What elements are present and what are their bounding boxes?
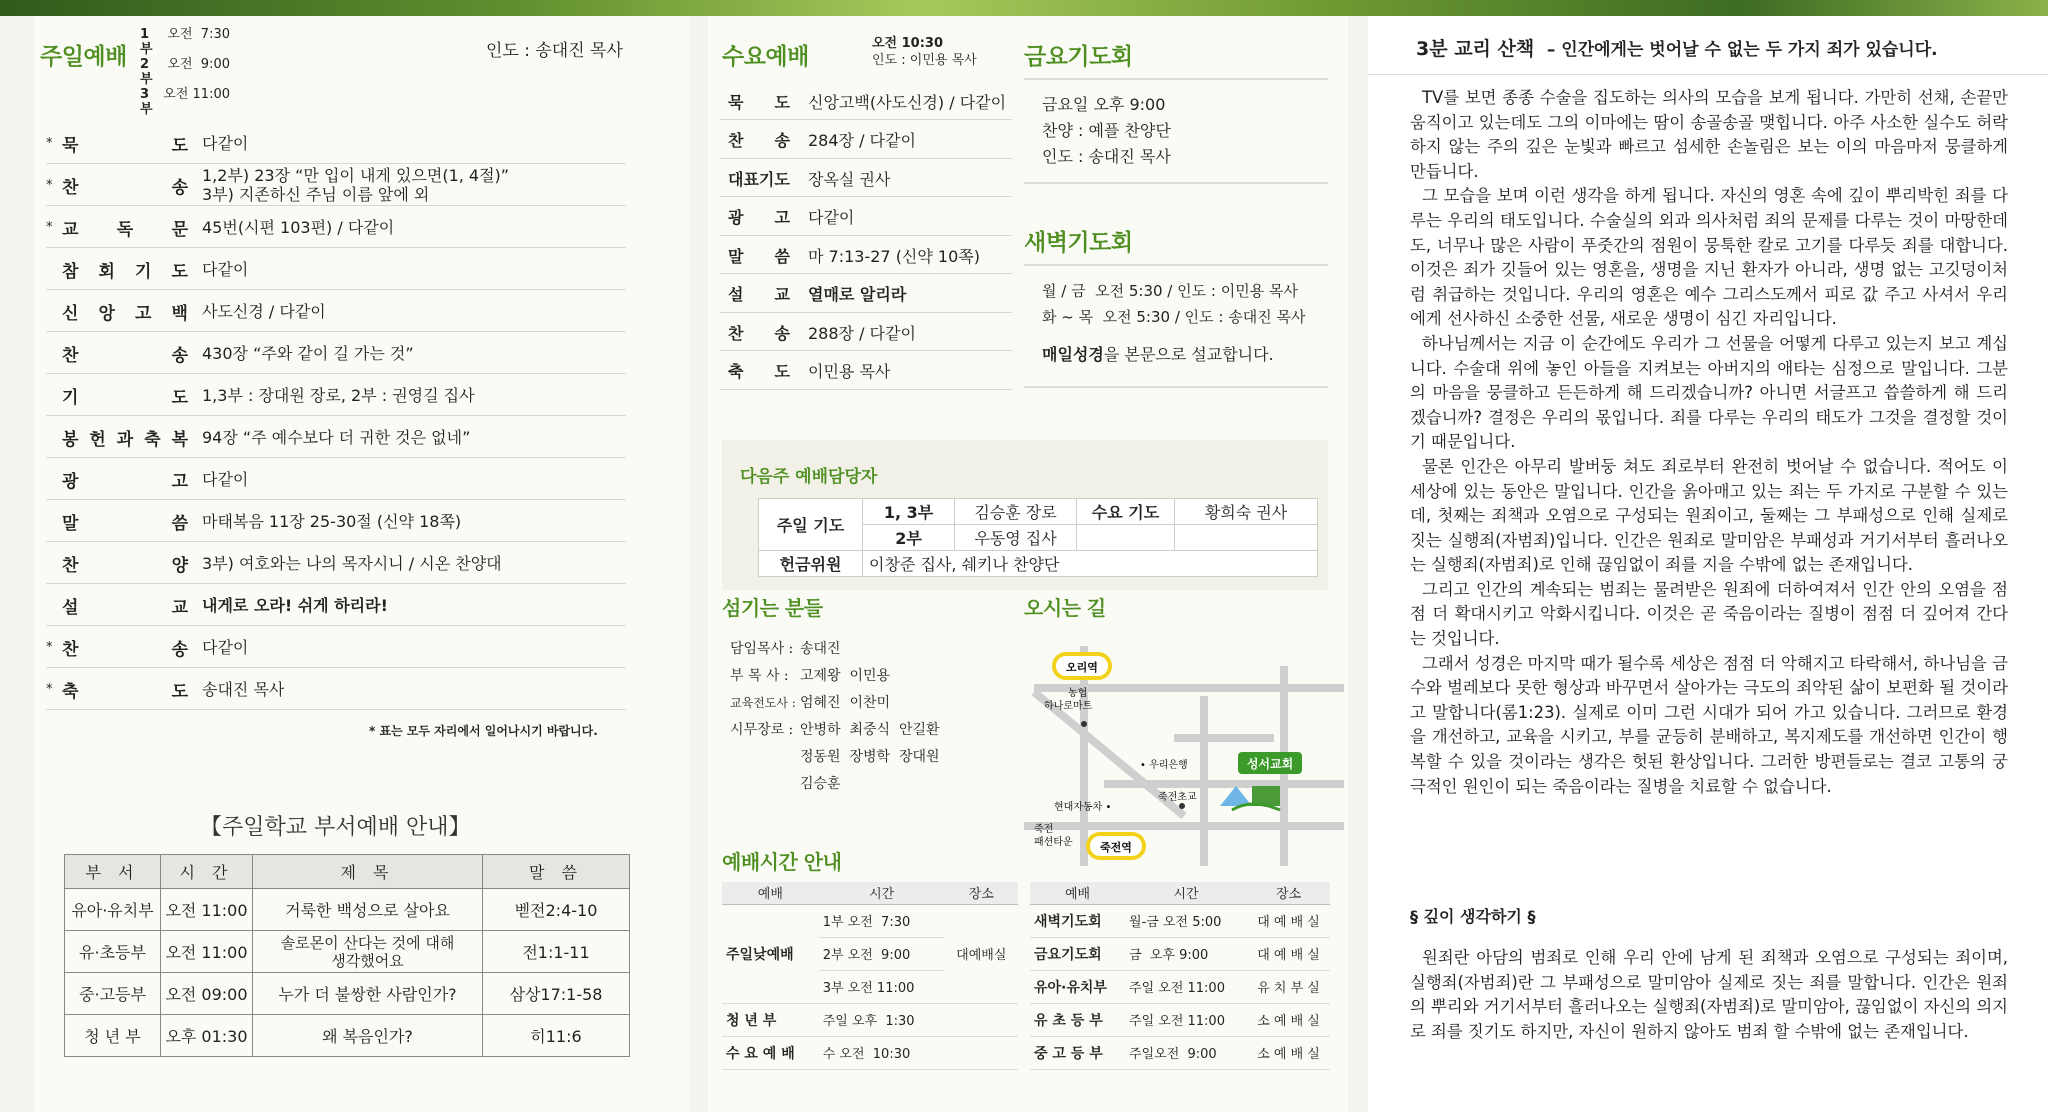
wed-prayer-name: 황희숙 권사 (1175, 499, 1318, 525)
verse-cell: 벧전2:4-10 (483, 889, 630, 931)
topic-cell: 솔로몬이 산다는 것에 대해 생각했어요 (253, 931, 483, 973)
order-label: 기 도 (62, 387, 188, 408)
friday-box (1024, 78, 1328, 184)
map-station-jukjeon (1088, 834, 1144, 858)
part-label: 1, 3부 (863, 499, 955, 525)
wed-order-row (720, 352, 1012, 390)
friday-title: 금요기도회 (1024, 44, 1133, 70)
order-value: 다같이 (202, 259, 249, 279)
service-part: 3부 (140, 87, 153, 117)
sunday-leader: 인도 : 송대진 목사 (486, 41, 623, 61)
sunday-place: 대예배실 (945, 904, 1018, 1003)
map-label-hyundai: 현대자동차 • (1054, 802, 1112, 813)
friday-line: 금요일 오후 9:00 (1042, 95, 1166, 114)
service-time: 월-금 오전 5:00 (1125, 904, 1247, 937)
servant-row (730, 690, 1000, 717)
col-header: 부 서 (65, 855, 161, 889)
wednesday-leader: 인도 : 이민용 목사 (872, 53, 977, 68)
service-time: 오전 11:00 (163, 87, 230, 102)
table-row (65, 973, 630, 1015)
midweek-panel (708, 16, 1348, 1112)
order-row (46, 164, 626, 206)
verse-cell: 히11:6 (483, 1015, 630, 1057)
dawn-note (1042, 342, 1328, 368)
required-star: * (46, 177, 53, 193)
order-row (46, 668, 626, 710)
table-row (65, 889, 630, 931)
wednesday-title: 수요예배 (722, 44, 809, 70)
dept-cell: 유·초등부 (65, 931, 161, 973)
times-title: 예배시간 안내 (722, 850, 842, 874)
dawn-line: 월 / 금 오전 5:30 / 인도 : 이민용 목사 (1042, 282, 1298, 300)
service-time: 주일 오전 11:00 (1125, 970, 1247, 1003)
order-label: 축 도 (62, 681, 188, 702)
dept-cell: 유아·유치부 (65, 889, 161, 931)
servant-role (730, 744, 800, 771)
order-label: 참 회 기 도 (62, 261, 188, 282)
servant-role: 담임목사 : (730, 641, 794, 657)
map-label-school: 죽전초교 (1158, 792, 1197, 803)
order-label: 찬 양 (62, 555, 188, 576)
doctrine-title: 3분 교리 산책 (1416, 38, 1535, 60)
wed-order-row (720, 275, 1012, 313)
wed-order-value: 이민용 목사 (808, 362, 891, 381)
essay-paragraph: 그래서 성경은 마지막 때가 될수록 세상은 점점 더 악해지고 타락해서, 하나님을 금수와 벌레보다 못한 형상과 바꾸면서 살아가는 극도의 죄악된 삶이 보편화 될 것이라고 말합니다(롬1:23). 실제로 이미 그런 시대가 되어 가고 있습니다. 그러므로 환경을 개선하고, 교육을 시키고, 부를 균등히 분배하고, 복지제도를 개선하면 인간이 행복할 수 있을 것이라는 생각은 헛된 환상입니다. 그러한 방편들로는 결코 고통의 궁극적인 원인이 되는 죽음이라는 질병을 치료할 수 없습니다. (1410, 653, 2008, 796)
wed-order-row (720, 198, 1012, 236)
servant-row (730, 717, 1000, 744)
essay-paragraph: 그리고 인간의 계속되는 범죄는 물려받은 원죄에 더하여져서 인간 안의 오염을 점점 더 확대시키고 악화시킵니다. 이것은 곧 죽음이라는 질병이 점점 더 깊어져 간다는 것입니다. (1410, 579, 2008, 649)
service-time: 주일 오후 1:30 (819, 1003, 945, 1036)
order-value: 1,3부 : 장대원 장로, 2부 : 권영길 집사 (202, 385, 475, 405)
time-cell: 오전 11:00 (161, 931, 253, 973)
service-part: 1부 (140, 27, 153, 57)
order-row (46, 332, 626, 374)
offering-names: 이창준 집사, 쉐키나 찬양단 (863, 551, 1318, 577)
time-cell: 오후 01:30 (161, 1015, 253, 1057)
service-label: 새벽기도회 (1030, 904, 1125, 937)
required-star: * (46, 639, 53, 655)
think-text: 원죄란 아담의 범죄로 인해 우리 안에 남게 된 죄책과 오염으로 구성되는 죄이며, 실행죄(자범죄)란 그 부패성으로 말미암아 실제로 짓는 죄를 말합니다. 인간은 원죄의 뿌리와 거기서부터 흘러나오는 실행죄(자범죄)로 말미암아, 끊임없이 자신의 의지로 죄를 짓기도 하지만, 자신이 원하지 않아도 범죄 할 수밖에 없는 존재입니다. (1410, 948, 2009, 1041)
required-star (46, 416, 60, 458)
servants-list (730, 636, 1000, 798)
essay-paragraph: 그 모습을 보며 이런 생각을 하게 됩니다. 자신의 영혼 속에 깊이 뿌리박힌 죄를 다루는 우리의 태도입니다. 수술실의 외과 의사처럼 죄의 문제를 다루는 것이 마땅한데도, 너무나 많은 사람이 푸줏간의 점원이 뭉툭한 칼로 고기를 다루듯 죄를 대합니다. 이것은 죄가 깃들어 있는 영혼을, 생명을 지닌 환자가 아니라, 생명 없는 고깃덩이처럼 취급하는 것입니다. 우리의 영혼은 예수 그리스도께서 피로 값 주고 사셔서 우리에게 선사하신 소중한 선물, 새로운 생명이 심긴 자리입니다. (1410, 186, 2008, 329)
servant-row (730, 636, 1000, 663)
wed-order-value: 마 7:13-27 (신약 10쪽) (808, 246, 980, 266)
wed-order-label: 대표기도 (728, 169, 790, 189)
wed-order-label: 광 고 (728, 208, 790, 227)
col-header: 시 간 (161, 855, 253, 889)
servant-role: 교육전도사 : (730, 696, 796, 710)
order-value: 마태복음 11장 25-30절 (신약 18쪽) (202, 511, 462, 531)
service-time: 오전 9:00 (167, 57, 230, 72)
topic-cell: 거룩한 백성으로 살아요 (253, 889, 483, 931)
order-row (46, 248, 626, 290)
required-star (46, 248, 60, 290)
times-table-left (722, 882, 1018, 1070)
map-dot (1179, 803, 1185, 809)
service-label: 중 고 등 부 (1030, 1036, 1125, 1069)
servant-names: 김승훈 (800, 776, 841, 792)
next-week-title: 다음주 예배담당자 (740, 467, 878, 487)
order-label: 교 독 문 (62, 219, 188, 240)
required-star (46, 584, 60, 626)
service-place: 대 예 배 실 (1247, 937, 1330, 970)
map-label-nonghyup: 농협 (1068, 688, 1088, 699)
offering-label: 헌금위원 (759, 551, 863, 577)
col-header: 예배 (1030, 882, 1125, 904)
required-star (46, 542, 60, 584)
service-time: 주일오전 9:00 (1125, 1036, 1247, 1069)
order-row (46, 290, 626, 332)
doctrine-divider (1368, 74, 2048, 75)
sunday-panel (34, 16, 689, 1112)
directions-map (1024, 626, 1344, 872)
service-label: 유 초 등 부 (1030, 1003, 1125, 1036)
servant-names: 고제왕 이민용 (800, 668, 891, 684)
prayer-label: 주일 기도 (759, 499, 863, 551)
think-title: § 깊이 생각하기 § (1410, 907, 1536, 926)
jukjeon-station-label: 죽전역 (1100, 841, 1132, 854)
wed-order-value: 288장 / 다같이 (808, 323, 916, 343)
required-star: * (46, 135, 53, 151)
service-part: 2부 (140, 57, 153, 87)
next-week-table (758, 498, 1318, 577)
order-value: 1,2부) 23장 “만 입이 내게 있으면(1, 4절)” 3부) 지존하신 주님 이름 앞에 외 (202, 166, 510, 204)
order-label: 봉 헌 과 축 복 (62, 429, 188, 450)
sunday-title: 주일예배 (40, 44, 127, 70)
order-row (46, 626, 626, 668)
sunday-school-title: 【주일학교 부서예배 안내】 (200, 815, 471, 840)
col-header: 시간 (819, 882, 945, 904)
time-cell: 오전 09:00 (161, 973, 253, 1015)
doctrine-subtitle: – 인간에게는 벗어날 수 없는 두 가지 죄가 있습니다. (1546, 40, 1938, 60)
wed-order-value: 열매로 알리라 (808, 285, 907, 304)
wed-order-value: 신앙고백(사도신경) / 다같이 (808, 92, 1007, 112)
col-header: 장소 (945, 882, 1018, 904)
wednesday-time: 오전 10:30 (872, 36, 944, 51)
required-star (46, 290, 60, 332)
map-station-oriyeok (1054, 654, 1110, 678)
order-value: 다같이 (202, 133, 249, 153)
wed-order-row (720, 159, 1012, 197)
service-place: 유 치 부 실 (1247, 970, 1330, 1003)
wed-prayer-label: 수요 기도 (1077, 499, 1175, 525)
friday-line: 찬양 : 예플 찬양단 (1042, 121, 1171, 140)
verse-cell: 전1:1-11 (483, 931, 630, 973)
order-label: 찬 송 (62, 639, 188, 660)
wed-order-label: 찬 송 (728, 323, 790, 343)
servant-names: 안병하 최중식 안길환 (800, 722, 940, 738)
servant-role: 부 목 사 : (730, 668, 789, 684)
directions-title: 오시는 길 (1024, 596, 1106, 620)
order-value: 다같이 (202, 469, 249, 489)
dawn-box (1024, 264, 1328, 388)
required-star (46, 332, 60, 374)
servant-names: 송대진 (800, 641, 841, 657)
service-place: 대 예 배 실 (1247, 904, 1330, 937)
dawn-note-rest: 을 본문으로 설교합니다. (1103, 345, 1274, 364)
service-label: 금요기도회 (1030, 937, 1125, 970)
col-header: 말 씀 (483, 855, 630, 889)
table-row (65, 1015, 630, 1057)
doctrine-panel (1368, 16, 2048, 1112)
order-value: 사도신경 / 다같이 (202, 301, 326, 321)
doctrine-essay (1410, 86, 2008, 799)
part-name: 김승훈 장로 (955, 499, 1077, 525)
standing-note: * 표는 모두 자리에서 일어나시기 바랍니다. (369, 724, 598, 738)
wed-order-value: 284장 / 다같이 (808, 131, 916, 150)
order-value: 430장 “주와 같이 길 가는 것” (202, 343, 414, 363)
servant-role (730, 771, 800, 798)
order-row (46, 206, 626, 248)
wed-order-label: 찬 송 (728, 131, 790, 150)
wed-order-label: 설 교 (728, 285, 790, 304)
next-week-box (722, 440, 1328, 590)
servant-names: 엄혜진 이찬미 (800, 695, 891, 711)
order-row (46, 500, 626, 542)
servant-role: 시무장로 : (730, 722, 794, 738)
required-star: * (46, 681, 53, 697)
map-dot (1081, 721, 1087, 727)
servant-row (730, 771, 1000, 798)
sunday-school-table (64, 854, 630, 1057)
essay-paragraph: 물론 인간은 아무리 발버둥 쳐도 죄로부터 완전히 벗어날 수 없습니다. 적어도 이 세상에 있는 동안은 말입니다. 인간을 옭아매고 있는 죄는 두 가지로 구분할 수 있는데, 첫째는 죄책과 오염으로 구성되는 원죄이고, 둘째는 그 부패성으로 인해 실제로 짓는 실행죄(자범죄)입니다. 인간은 원죄로 말미암은 부패성과 거기서부터 흘러나오는 실행죄(자범죄)로 인해 끊임없이 죄를 지을 수밖에 없는 존재입니다. (1410, 456, 2008, 575)
doctrine-heading (1416, 34, 1938, 61)
wed-order-row (720, 121, 1012, 159)
topic-cell: 왜 복음인가? (253, 1015, 483, 1057)
oriyeok-label: 오리역 (1066, 661, 1098, 674)
order-value: 94장 “주 예수보다 더 귀한 것은 없네” (202, 427, 471, 447)
topic-cell: 누가 더 불쌍한 사람인가? (253, 973, 483, 1015)
order-row (46, 122, 626, 164)
order-label: 설 교 (62, 597, 188, 618)
wed-order-label: 말 씀 (728, 246, 790, 266)
dawn-line: 화 ~ 목 오전 5:30 / 인도 : 송대진 목사 (1042, 308, 1306, 326)
order-value: 45번(시편 103편) / 다같이 (202, 217, 395, 237)
order-row (46, 458, 626, 500)
wed-order-label: 묵 도 (728, 92, 790, 112)
required-star (46, 458, 60, 500)
map-label-woori: • 우리은행 (1140, 760, 1188, 771)
sunday-time-2: 2부 오전 9:00 (819, 937, 945, 970)
wed-order-value: 장옥실 권사 (808, 169, 891, 189)
order-value: 다같이 (202, 637, 249, 657)
service-label: 수 요 예 배 (722, 1036, 819, 1069)
friday-line: 인도 : 송대진 목사 (1042, 147, 1171, 166)
map-label-outlet2: 패션타운 (1034, 837, 1073, 848)
wed-order-row (720, 236, 1012, 274)
service-label: 유아·유치부 (1030, 970, 1125, 1003)
service-time: 금 오후 9:00 (1125, 937, 1247, 970)
wed-order-row (720, 82, 1012, 120)
order-label: 찬 송 (62, 177, 188, 198)
servant-row (730, 663, 1000, 690)
part-name: 우동영 집사 (955, 525, 1077, 551)
required-star (46, 500, 60, 542)
church-label: 성서교회 (1246, 757, 1294, 771)
order-label: 찬 송 (62, 345, 188, 366)
wed-order-row (720, 313, 1012, 351)
dawn-note-bold: 매일성경 (1042, 345, 1104, 364)
required-star: * (46, 219, 53, 235)
servant-names: 정동원 장병학 장대원 (800, 749, 940, 765)
col-header: 장소 (1247, 882, 1330, 904)
wed-order-value: 다같이 (808, 208, 855, 227)
dawn-title: 새벽기도회 (1024, 230, 1133, 256)
essay-paragraph: 하나님께서는 지금 이 순간에도 우리가 그 선물을 어떻게 다루고 있는지 보고 계십니다. 수술대 위에 놓인 아들을 지켜보는 아버지의 애타는 심정으로 말입니다. 그분의 마음을 뭉클하고 든든하게 해 드리겠습니까? 아니면 서글프고 씁쓸하게 해 드리겠습니까? 결정은 우리의 몫입니다. 죄를 다루는 우리의 태도가 그것을 결정할 것이기 때문입니다. (1410, 333, 2008, 452)
time-cell: 오전 11:00 (161, 889, 253, 931)
service-place: 소 예 배 실 (1247, 1036, 1330, 1069)
sunday-time-3: 3부 오전 11:00 (819, 970, 945, 1003)
order-row (46, 584, 626, 626)
order-row (46, 416, 626, 458)
required-star (46, 374, 60, 416)
sunday-worship-label: 주일낮예배 (722, 904, 819, 1003)
order-value: 내게로 오라! 쉬게 하리라! (202, 595, 388, 615)
service-place: 소 예 배 실 (1247, 1003, 1330, 1036)
service-time: 수 오전 10:30 (819, 1036, 945, 1069)
sunday-time-1: 1부 오전 7:30 (819, 904, 945, 937)
order-value: 3부) 여호와는 나의 목자시니 / 시온 찬양대 (202, 553, 502, 573)
top-gradient-banner (0, 0, 2048, 16)
verse-cell: 삼상17:1-58 (483, 973, 630, 1015)
service-label: 청 년 부 (722, 1003, 819, 1036)
map-label-hanaro: 하나로마트 (1044, 701, 1093, 712)
order-label: 광 고 (62, 471, 188, 492)
service-time: 주일 오전 11:00 (1125, 1003, 1247, 1036)
col-header: 시간 (1125, 882, 1247, 904)
part-label: 2부 (863, 525, 955, 551)
servants-title: 섬기는 분들 (722, 596, 823, 620)
essay-paragraph: TV를 보면 종종 수술을 집도하는 의사의 모습을 보게 됩니다. 가만히 선채, 손끝만 움직이고 있는데도 그의 이마에는 땀이 송골송골 맺힙니다. 아주 사소한 실수도 허락하지 않는 주의 깊은 눈빛과 빠르고 섬세한 손놀림은 보는 이의 마음마저 뭉클하게 만듭니다. (1410, 88, 2008, 181)
order-label: 묵 도 (62, 135, 188, 156)
servant-row (730, 744, 1000, 771)
table-row (65, 931, 630, 973)
order-label: 신 앙 고 백 (62, 303, 188, 324)
wed-order-label: 축 도 (728, 362, 790, 381)
service-time: 오전 7:30 (167, 27, 230, 42)
order-row (46, 542, 626, 584)
col-header: 제 목 (253, 855, 483, 889)
order-row (46, 374, 626, 416)
dept-cell: 청 년 부 (65, 1015, 161, 1057)
dept-cell: 중·고등부 (65, 973, 161, 1015)
times-table-right (1030, 882, 1330, 1070)
order-value: 송대진 목사 (202, 679, 285, 699)
col-header: 예배 (722, 882, 819, 904)
sunday-service-times (140, 27, 230, 117)
order-label: 말 씀 (62, 513, 188, 534)
map-label-outlet1: 죽전 (1034, 824, 1054, 835)
